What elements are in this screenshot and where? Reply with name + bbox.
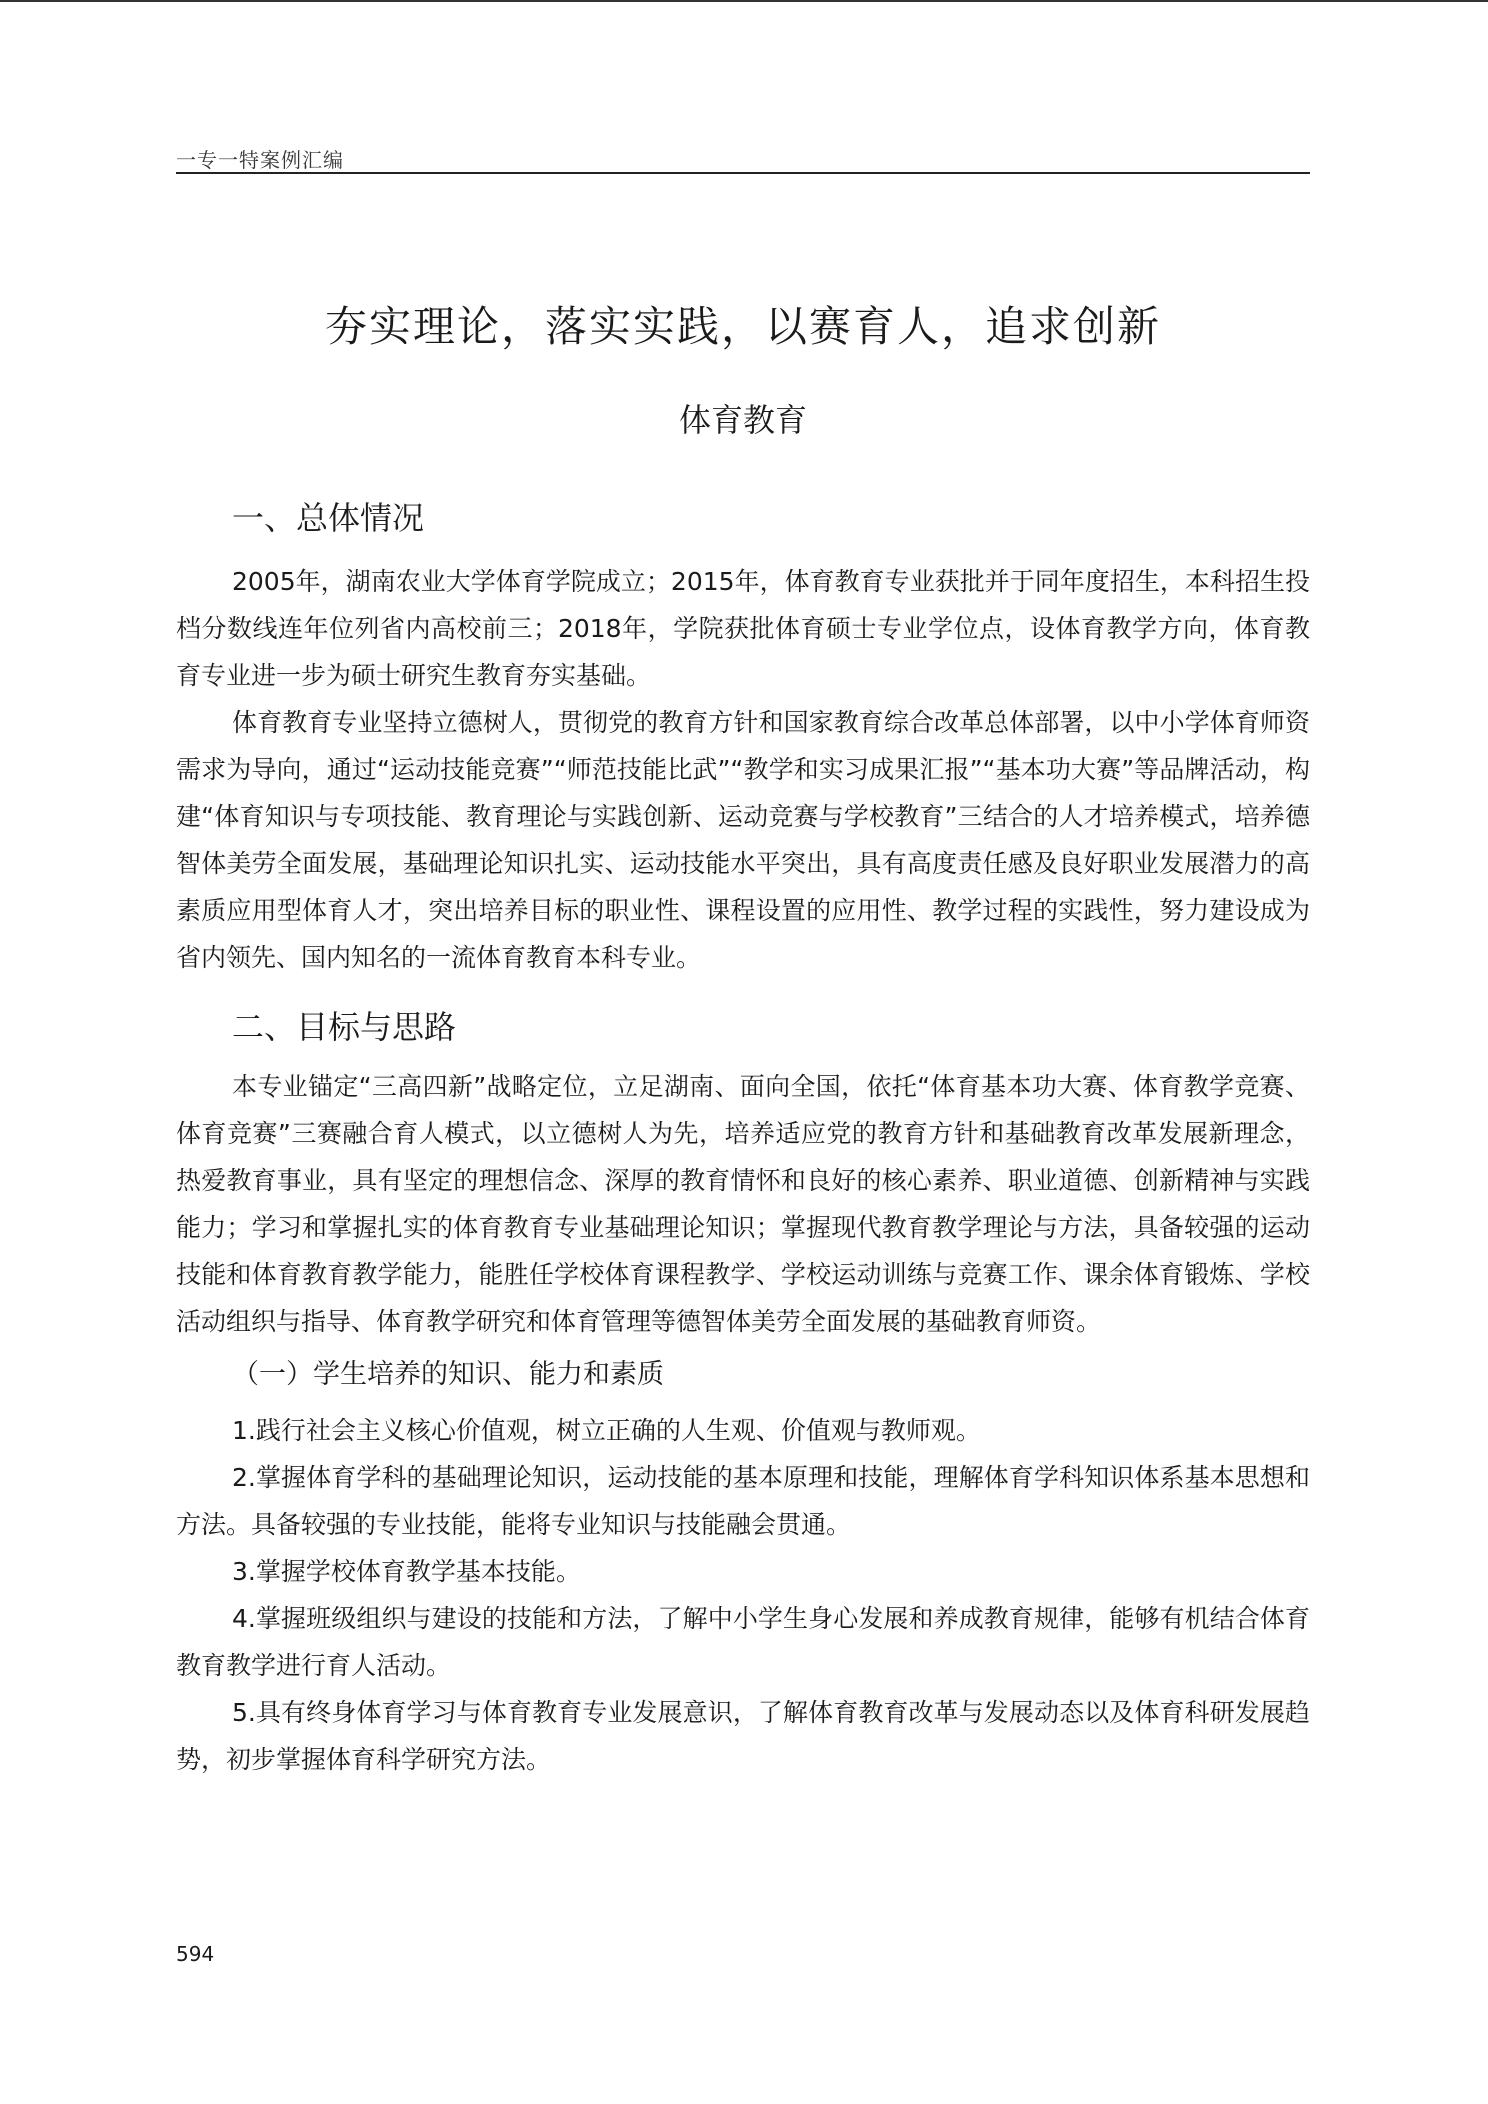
page-number: 594 [176, 1942, 215, 1966]
running-header: 一专一特案例汇编 [176, 148, 344, 172]
document-page [176, 0, 1310, 2104]
document-body [176, 490, 1310, 1783]
paragraph: 体育教育专业坚持立德树人，贯彻党的教育方针和国家教育综合改革总体部署，以中小学体育师资需求为导向，通过“运动技能竞赛”“师范技能比武”“教学和实习成果汇报”“基本功大赛”等品牌活动，构建“体育知识与专项技能、教育理论与实践创新、运动竞赛与学校教育”三结合的人才培养模式，培养德智体美劳全面发展，基础理论知识扎实、运动技能水平突出，具有高度责任感及良好职业发展潜力的高素质应用型体育人才，突出培养目标的职业性、课程设置的应用性、教学过程的实践性，努力建设成为省内领先、国内知名的一流体育教育本科专业。 [176, 708, 1310, 972]
list-item: 2.掌握体育学科的基础理论知识，运动技能的基本原理和技能，理解体育学科知识体系基本思想和方法。具备较强的专业技能，能将专业知识与技能融会贯通。 [176, 1463, 1310, 1539]
list-item: 3.掌握学校体育教学基本技能。 [232, 1557, 581, 1586]
document-title: 夯实理论，落实实践，以赛育人，追求创新 [324, 302, 1161, 351]
paragraph: 2005年，湖南农业大学体育学院成立；2015年，体育教育专业获批并于同年度招生，本科招生投档分数线连年位列省内高校前三；2018年，学院获批体育硕士专业学位点，设体育教学方向，体育教育专业进一步为硕士研究生教育夯实基础。 [176, 567, 1310, 690]
subsection-heading: （一）学生培养的知识、能力和素质 [232, 1359, 664, 1390]
document-subtitle: 体育教育 [678, 401, 807, 439]
list-item: 4.掌握班级组织与建设的技能和方法，了解中小学生身心发展和养成教育规律，能够有机结合体育教育教学进行育人活动。 [176, 1604, 1310, 1680]
list-item: 5.具有终身体育学习与体育教育专业发展意识，了解体育教育改革与发展动态以及体育科研发展趋势，初步掌握体育科学研究方法。 [176, 1698, 1310, 1774]
section-heading-goals: 二、目标与思路 [232, 1008, 457, 1046]
paragraph: 本专业锚定“三高四新”战略定位，立足湖南、面向全国，依托“体育基本功大赛、体育教学竞赛、体育竞赛”三赛融合育人模式，以立德树人为先，培养适应党的教育方针和基础教育改革发展新理念，热爱教育事业，具有坚定的理想信念、深厚的教育情怀和良好的核心素养、职业道德、创新精神与实践能力；学习和掌握扎实的体育教育专业基础理论知识；掌握现代教育教学理论与方法，具备较强的运动技能和体育教育教学能力，能胜任学校体育课程教学、学校运动训练与竞赛工作、课余体育锻炼、学校活动组织与指导、体育教学研究和体育管理等德智体美劳全面发展的基础教育师资。 [176, 1072, 1310, 1336]
section-heading-overview: 一、总体情况 [232, 499, 425, 537]
list-item: 1.践行社会主义核心价值观，树立正确的人生观、价值观与教师观。 [232, 1416, 981, 1445]
header-rule [176, 172, 1310, 174]
